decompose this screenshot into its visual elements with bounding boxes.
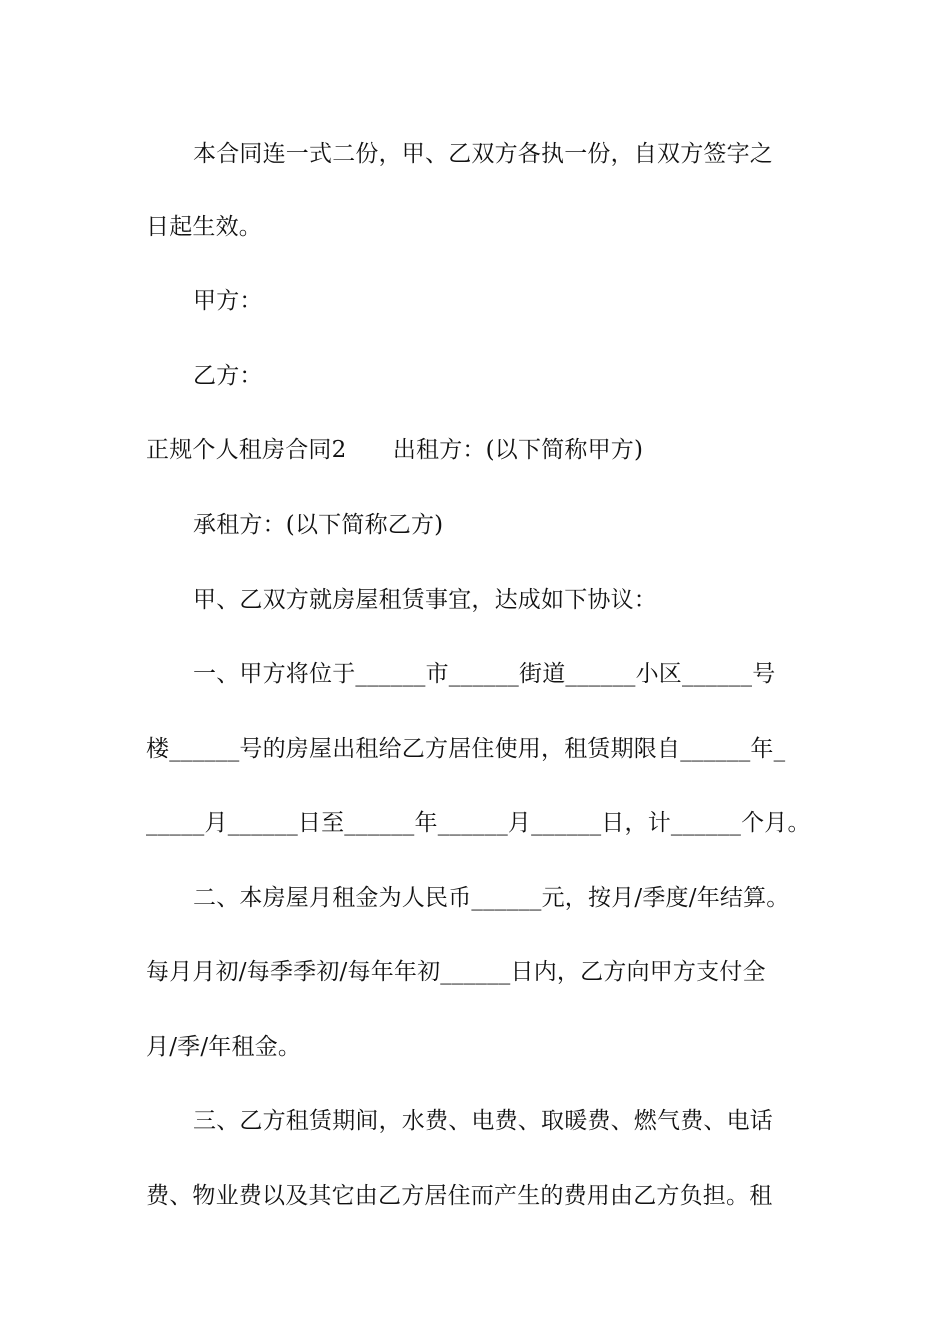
party-b-signature-line: 乙方： — [193, 363, 263, 389]
lessee-line: 承租方：(以下简称乙方) — [193, 512, 444, 538]
clause-two-line: 二、本房屋月租金为人民币______元，按月/季度/年结算。 — [193, 885, 790, 911]
clause-three-line: 三、乙方租赁期间，水费、电费、取暖费、燃气费、电话 — [193, 1108, 773, 1134]
clause-two-line: 月/季/年租金。 — [146, 1034, 302, 1060]
clause-one-line: 一、甲方将位于______市______街道______小区______号 — [193, 661, 776, 687]
clause-one-line: 楼______号的房屋出租给乙方居住使用，租赁期限自______年_ — [146, 736, 786, 762]
paragraph-line: 日起生效。 — [146, 214, 262, 240]
clause-three-line: 费、物业费以及其它由乙方居住而产生的费用由乙方负担。租 — [146, 1183, 773, 1209]
party-a-signature-line: 甲方： — [193, 288, 263, 314]
clause-two-line: 每月月初/每季季初/每年年初______日内，乙方向甲方支付全 — [146, 959, 766, 985]
clause-one-line: _____月______日至______年______月______日，计______个月。 — [146, 810, 811, 836]
paragraph-line: 甲、乙双方就房屋租赁事宜，达成如下协议： — [193, 587, 657, 613]
paragraph-line: 本合同连一式二份，甲、乙双方各执一份，自双方签字之 — [193, 141, 773, 167]
contract-title-line: 正规个人租房合同2 出租方：(以下简称甲方) — [146, 437, 644, 463]
